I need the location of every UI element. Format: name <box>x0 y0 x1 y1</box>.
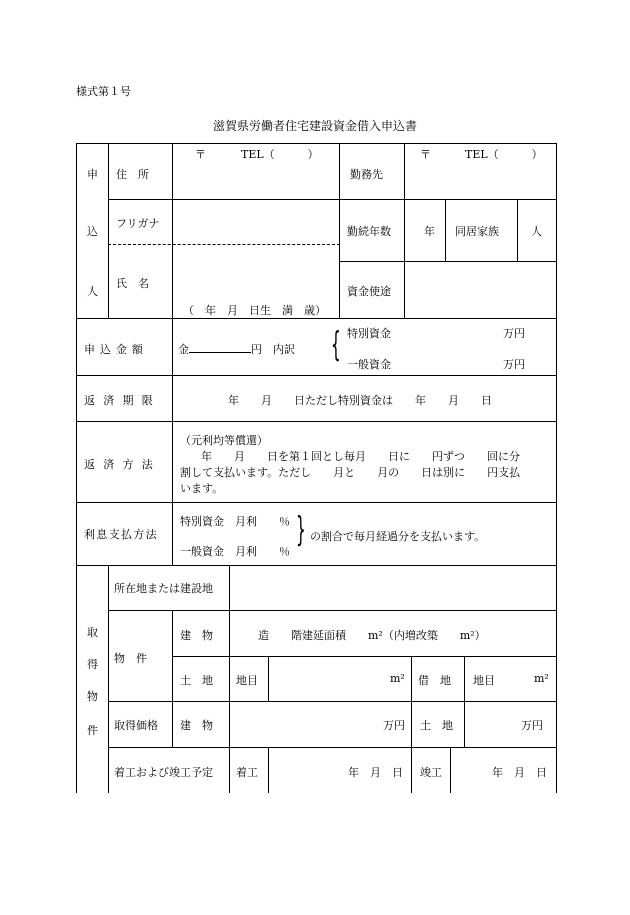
building-detail: 造 階建延面積 m²（内増改築 m²） <box>258 629 486 642</box>
applicant-label-3: 人 <box>87 285 98 298</box>
rule <box>517 199 518 261</box>
property-label-3: 物 <box>87 690 98 703</box>
start-date: 年 月 日 <box>348 766 403 779</box>
rule <box>229 610 230 656</box>
rule <box>76 143 556 144</box>
form-title: 滋賀県労働者住宅建設資金借入申込書 <box>212 119 417 133</box>
price-land-label: 土 地 <box>420 719 453 732</box>
rule <box>339 199 556 200</box>
interest-suffix: の割合で毎月経過分を支払います。 <box>310 530 486 543</box>
applicant-label-1: 申 <box>87 168 98 181</box>
left-brace-icon: { <box>330 325 341 365</box>
rule <box>229 656 230 793</box>
rule <box>339 143 340 318</box>
workplace-tel: TEL（ ） <box>465 148 543 161</box>
rule <box>108 244 340 245</box>
price-building-unit: 万円 <box>383 719 405 732</box>
postal-mark: 〒 <box>195 148 206 161</box>
repayment-term-label: 返済期限 <box>84 394 161 407</box>
amount-line <box>178 341 295 357</box>
rule <box>268 747 269 793</box>
rule <box>411 747 412 793</box>
purpose-label: 資金使途 <box>347 285 391 298</box>
special-fund-label: 特別資金 <box>347 327 391 340</box>
price-building-label: 建 物 <box>180 719 213 732</box>
rule <box>108 143 109 318</box>
leased-label: 借 地 <box>418 674 451 687</box>
rule <box>76 143 77 793</box>
property-label-1: 取 <box>87 626 98 639</box>
furigana-label: フリガナ <box>116 217 160 230</box>
rule <box>108 701 556 702</box>
rule <box>445 199 446 261</box>
amount-input[interactable] <box>189 342 251 353</box>
rule <box>464 701 465 747</box>
name-label: 氏 名 <box>116 277 149 290</box>
rule <box>339 261 556 262</box>
address-field[interactable] <box>174 160 336 196</box>
location-field[interactable] <box>231 568 553 608</box>
workplace-field[interactable] <box>406 160 554 196</box>
applicant-label-2: 込 <box>87 225 98 238</box>
building-label: 建 物 <box>180 629 213 642</box>
price-land-unit: 万円 <box>521 719 543 732</box>
amount-prefix: 金 <box>178 343 189 356</box>
workplace-label: 勤務先 <box>350 168 383 181</box>
rule <box>76 421 556 422</box>
rule <box>172 610 173 747</box>
repayment-method-line1: （元利均等償還） <box>180 434 268 447</box>
years-label: 勤続年数 <box>347 225 391 238</box>
rule <box>172 143 173 318</box>
rule <box>450 747 451 793</box>
repayment-method-line3: 割して支払います。ただし 月と 月の 日は別に 円支払 <box>180 466 521 479</box>
rule <box>76 318 556 319</box>
form-number: 様式第１号 <box>76 85 131 98</box>
special-fund-unit: 万円 <box>503 327 525 340</box>
interest-special: 特別資金 月利 ％ <box>180 515 290 528</box>
land-m2: m² <box>390 672 405 685</box>
general-fund-label: 一般資金 <box>347 358 391 371</box>
birth-label: （ 年 月 日生 満 歳） <box>183 304 326 317</box>
rule <box>172 318 173 565</box>
interest-label: 利息支払方法 <box>84 528 158 541</box>
rule <box>108 565 109 793</box>
rule <box>76 375 556 376</box>
item-label: 物 件 <box>114 652 147 665</box>
years-unit: 年 <box>424 225 435 238</box>
schedule-label: 着工および竣工予定 <box>114 766 213 779</box>
household-unit: 人 <box>531 225 542 238</box>
land-label: 土 地 <box>180 674 213 687</box>
workplace-postal: 〒 <box>420 148 431 161</box>
repayment-method-label: 返済方法 <box>84 458 161 471</box>
address-label: 住 所 <box>116 168 149 181</box>
start-label: 着工 <box>236 766 258 779</box>
repayment-method-line4: います。 <box>180 482 224 495</box>
purpose-field[interactable] <box>406 264 554 316</box>
rule <box>76 565 556 566</box>
property-label-4: 件 <box>87 724 98 737</box>
property-label-2: 得 <box>87 658 98 671</box>
rule <box>404 143 405 318</box>
land-category: 地目 <box>236 674 258 687</box>
household-label: 同居家族 <box>455 225 499 238</box>
name-field[interactable] <box>174 250 336 296</box>
right-brace-icon: } <box>295 510 306 550</box>
rule <box>76 502 556 503</box>
interest-general: 一般資金 月利 ％ <box>180 545 290 558</box>
rule <box>229 565 230 610</box>
leased-category: 地目 <box>473 674 495 687</box>
rule <box>108 199 340 200</box>
rule <box>556 143 557 793</box>
rule <box>411 656 412 747</box>
rule <box>108 747 556 748</box>
price-label: 取得価格 <box>114 719 158 732</box>
rule <box>108 610 556 611</box>
rule <box>464 656 465 701</box>
rule <box>268 656 269 701</box>
leased-m2: m² <box>534 672 549 685</box>
location-label: 所在地または建設地 <box>114 582 213 595</box>
repayment-method-line2: 年 月 日を第１回とし毎月 日に 円ずつ 回に分 <box>201 450 520 463</box>
furigana-field[interactable] <box>174 204 336 240</box>
amount-breakdown: 円 内訳 <box>251 343 295 356</box>
repayment-term-text: 年 月 日ただし特別資金は 年 月 日 <box>228 394 492 407</box>
address-tel: TEL（ ） <box>241 148 319 161</box>
general-fund-unit: 万円 <box>503 358 525 371</box>
complete-date: 年 月 日 <box>492 766 547 779</box>
amount-label: 申込金額 <box>84 343 148 356</box>
complete-label: 竣工 <box>420 766 442 779</box>
